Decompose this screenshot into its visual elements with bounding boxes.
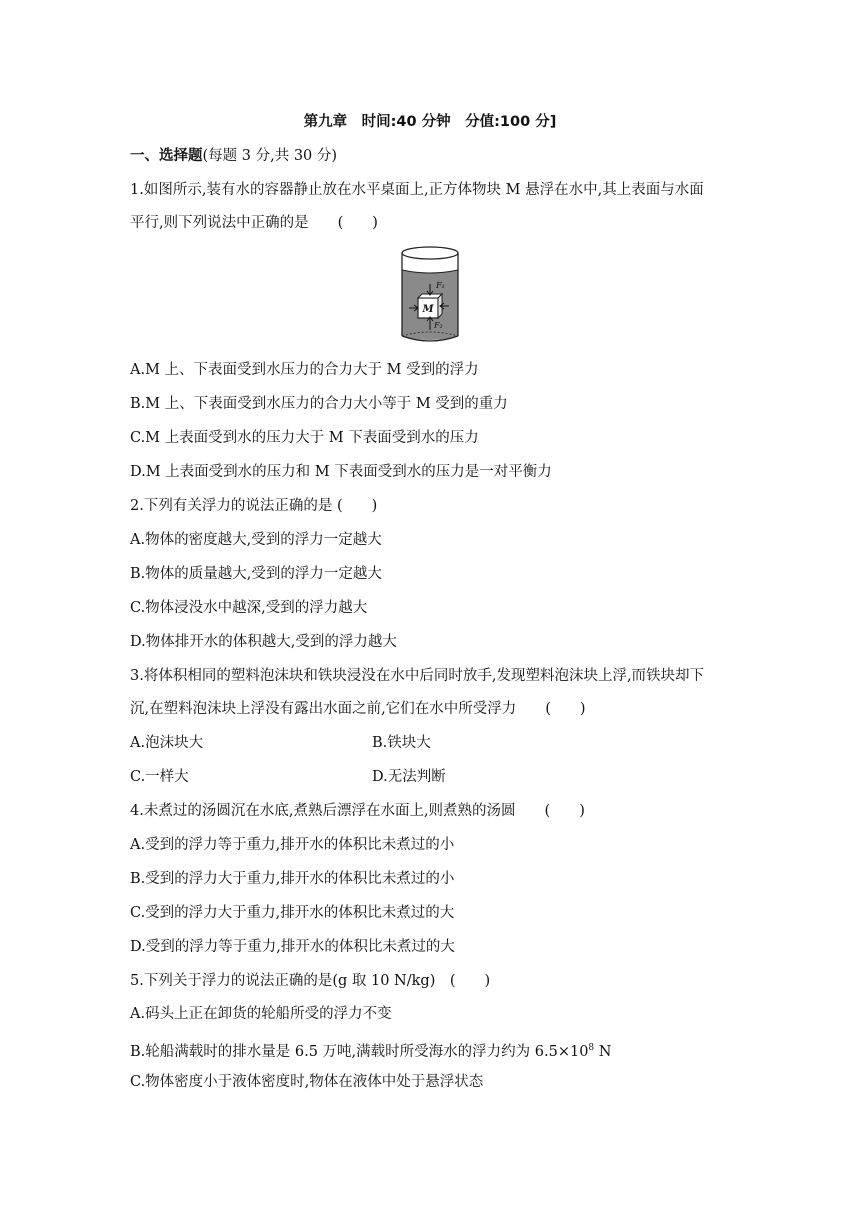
force-top-label: F₁ xyxy=(436,281,445,290)
q1-stem-line2: 平行,则下列说法中正确的是 ( ) xyxy=(130,215,378,231)
q1-stem-line1: 1.如图所示,装有水的容器静止放在水平桌面上,正方体物块 M 悬浮在水中,其上表面与水面 xyxy=(130,182,704,198)
q4-option-c: C.受到的浮力大于重力,排开水的体积比未煮过的大 xyxy=(130,905,455,921)
q2-option-c: C.物体浸没水中越深,受到的浮力越大 xyxy=(130,600,368,616)
q2-option-d: D.物体排开水的体积越大,受到的浮力越大 xyxy=(130,634,397,650)
q5-option-c: C.物体密度小于液体密度时,物体在液体中处于悬浮状态 xyxy=(130,1074,484,1090)
q3-stem-line1: 3.将体积相同的塑料泡沫块和铁块浸没在水中后同时放手,发现塑料泡沫块上浮,而铁块却下 xyxy=(130,668,705,684)
q5-option-b-text: B.轮船满载时的排水量是 6.5 万吨,满载时所受海水的浮力约为 6.5×10 xyxy=(130,1043,589,1060)
q4-option-b: B.受到的浮力大于重力,排开水的体积比未煮过的小 xyxy=(130,871,455,887)
q1-option-b: B.M 上、下表面受到水压力的合力大小等于 M 受到的重力 xyxy=(130,396,508,412)
q5-option-a: A.码头上正在卸货的轮船所受的浮力不变 xyxy=(130,1006,392,1022)
q3-stem-line2: 沉,在塑料泡沫块上浮没有露出水面之前,它们在水中所受浮力 ( ) xyxy=(130,701,586,717)
q3-option-c: C.一样大 xyxy=(130,769,189,785)
section-label: 一、选择题 xyxy=(130,148,203,164)
q3-option-a: A.泡沫块大 xyxy=(130,735,204,751)
q5-option-b xyxy=(130,1038,611,1062)
container-figure xyxy=(396,244,464,346)
block-label: M xyxy=(422,304,434,315)
force-bottom-label: F₂ xyxy=(434,321,443,330)
q5-stem: 5.下列关于浮力的说法正确的是(g 取 10 N/kg) ( ) xyxy=(130,973,491,989)
q1-option-a: A.M 上、下表面受到水压力的合力大于 M 受到的浮力 xyxy=(130,362,479,378)
q3-option-d: D.无法判断 xyxy=(372,769,446,785)
q2-stem: 2.下列有关浮力的说法正确的是 ( ) xyxy=(130,498,378,514)
q2-option-b: B.物体的质量越大,受到的浮力一定越大 xyxy=(130,566,382,582)
page-title: 第九章 时间:40 分钟 分值:100 分] xyxy=(303,114,557,130)
q5-option-b-unit: N xyxy=(594,1043,612,1060)
q2-option-a: A.物体的密度越大,受到的浮力一定越大 xyxy=(130,532,382,548)
q4-stem: 4.未煮过的汤圆沉在水底,煮熟后漂浮在水面上,则煮熟的汤圆 ( ) xyxy=(130,803,585,819)
container-rim xyxy=(402,247,458,259)
section-note: (每题 3 分,共 30 分) xyxy=(202,148,338,164)
q1-option-d: D.M 上表面受到水的压力和 M 下表面受到水的压力是一对平衡力 xyxy=(130,464,552,480)
q4-option-d: D.受到的浮力等于重力,排开水的体积比未煮过的大 xyxy=(130,939,455,955)
q4-option-a: A.受到的浮力等于重力,排开水的体积比未煮过的小 xyxy=(130,837,455,853)
q1-option-c: C.M 上表面受到水的压力大于 M 下表面受到水的压力 xyxy=(130,430,479,446)
section-heading xyxy=(130,146,337,166)
q3-option-b: B.铁块大 xyxy=(372,735,431,751)
q5-option-b-exponent: 8 xyxy=(588,1043,595,1053)
